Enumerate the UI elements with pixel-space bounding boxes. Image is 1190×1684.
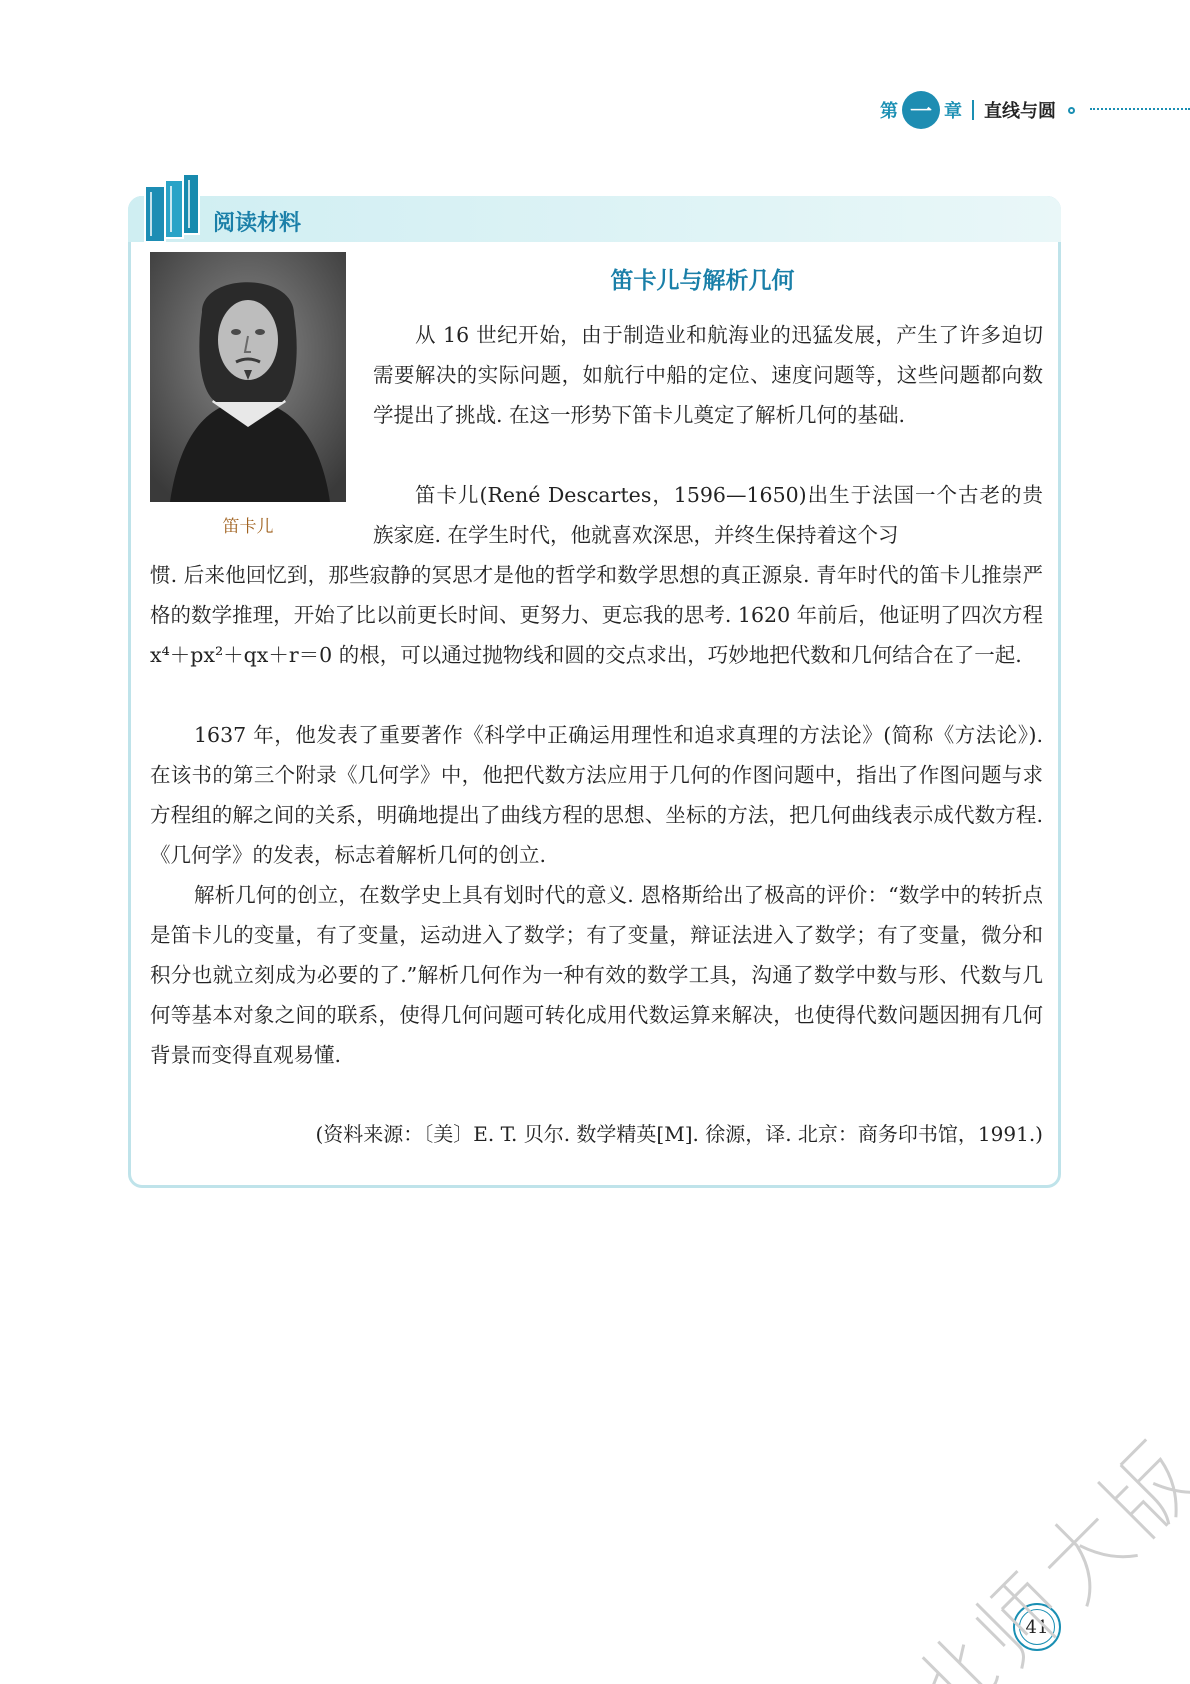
paragraph-1: 从 16 世纪开始，由于制造业和航海业的迅猛发展，产生了许多迫切需要解决的实际问题，如航行中船的定位、速度问题等，这些问题都向数学提出了挑战. 在这一形势下笛卡儿奠定了解析几何的基础. bbox=[373, 323, 1043, 427]
chapter-prefix: 第 bbox=[880, 101, 898, 122]
paragraph-4: 解析几何的创立，在数学史上具有划时代的意义. 恩格斯给出了极高的评价：“数学中的转折点是笛卡儿的变量，有了变量，运动进入了数学；有了变量，辩证法进入了数学；有了变量，微分和积分也就立刻成为必要的了.”解析几何作为一种有效的数学工具，沟通了数学中数与形、代数与几何等基本对象之间的联系，使得几何问题可转化成用代数运算来解决，也使得代数问题因拥有几何背景而变得直观易懂. bbox=[150, 883, 1043, 1067]
article-title: 笛卡儿与解析几何 bbox=[610, 268, 795, 294]
header-dotted-line bbox=[1090, 108, 1190, 110]
paragraph-2-continued: 惯. 后来他回忆到，那些寂静的冥思才是他的哲学和数学思想的真正源泉. 青年时代的笛卡儿推崇严格的数学推理，开始了比以前更长时间、更努力、更忘我的思考. 1620 年前后，他证明了四次方程 x⁴＋px²＋qx＋r＝0 的根，可以通过抛物线和圆的交点求出，巧妙地把代数和几何结合在了一起. bbox=[150, 563, 1043, 667]
chapter-title: 直线与圆 bbox=[984, 101, 1056, 122]
descartes-portrait bbox=[150, 252, 346, 502]
books-icon bbox=[143, 172, 203, 244]
chapter-suffix: 章 bbox=[944, 101, 962, 122]
chapter-header bbox=[880, 90, 1075, 130]
reading-material-label: 阅读材料 bbox=[213, 211, 302, 236]
paragraph-2-start: 笛卡儿(René Descartes，1596—1650)出生于法国一个古老的贵族家庭. 在学生时代，他就喜欢深思，并终生保持着这个习 bbox=[373, 483, 1043, 547]
chapter-number-badge: 一 bbox=[902, 91, 940, 129]
publisher-watermark bbox=[880, 1370, 1190, 1684]
source-citation: (资料来源：〔美〕E. T. 贝尔. 数学精英[M]. 徐源，译. 北京：商务印书馆，1991.) bbox=[315, 1122, 1043, 1146]
paragraph-3: 1637 年，他发表了重要著作《科学中正确运用理性和追求真理的方法论》(简称《方法论》). 在该书的第三个附录《几何学》中，他把代数方法应用于几何的作图问题中，指出了作图问题与求方程组的解之间的关系，明确地提出了曲线方程的思想、坐标的方法，把几何曲线表示成代数方程.《几何学》的发表，标志着解析几何的创立. bbox=[150, 723, 1043, 867]
header-dot-icon bbox=[1068, 107, 1075, 114]
page-number: 41 bbox=[1013, 1603, 1061, 1651]
header-divider bbox=[972, 100, 974, 120]
portrait-caption: 笛卡儿 bbox=[222, 517, 274, 537]
